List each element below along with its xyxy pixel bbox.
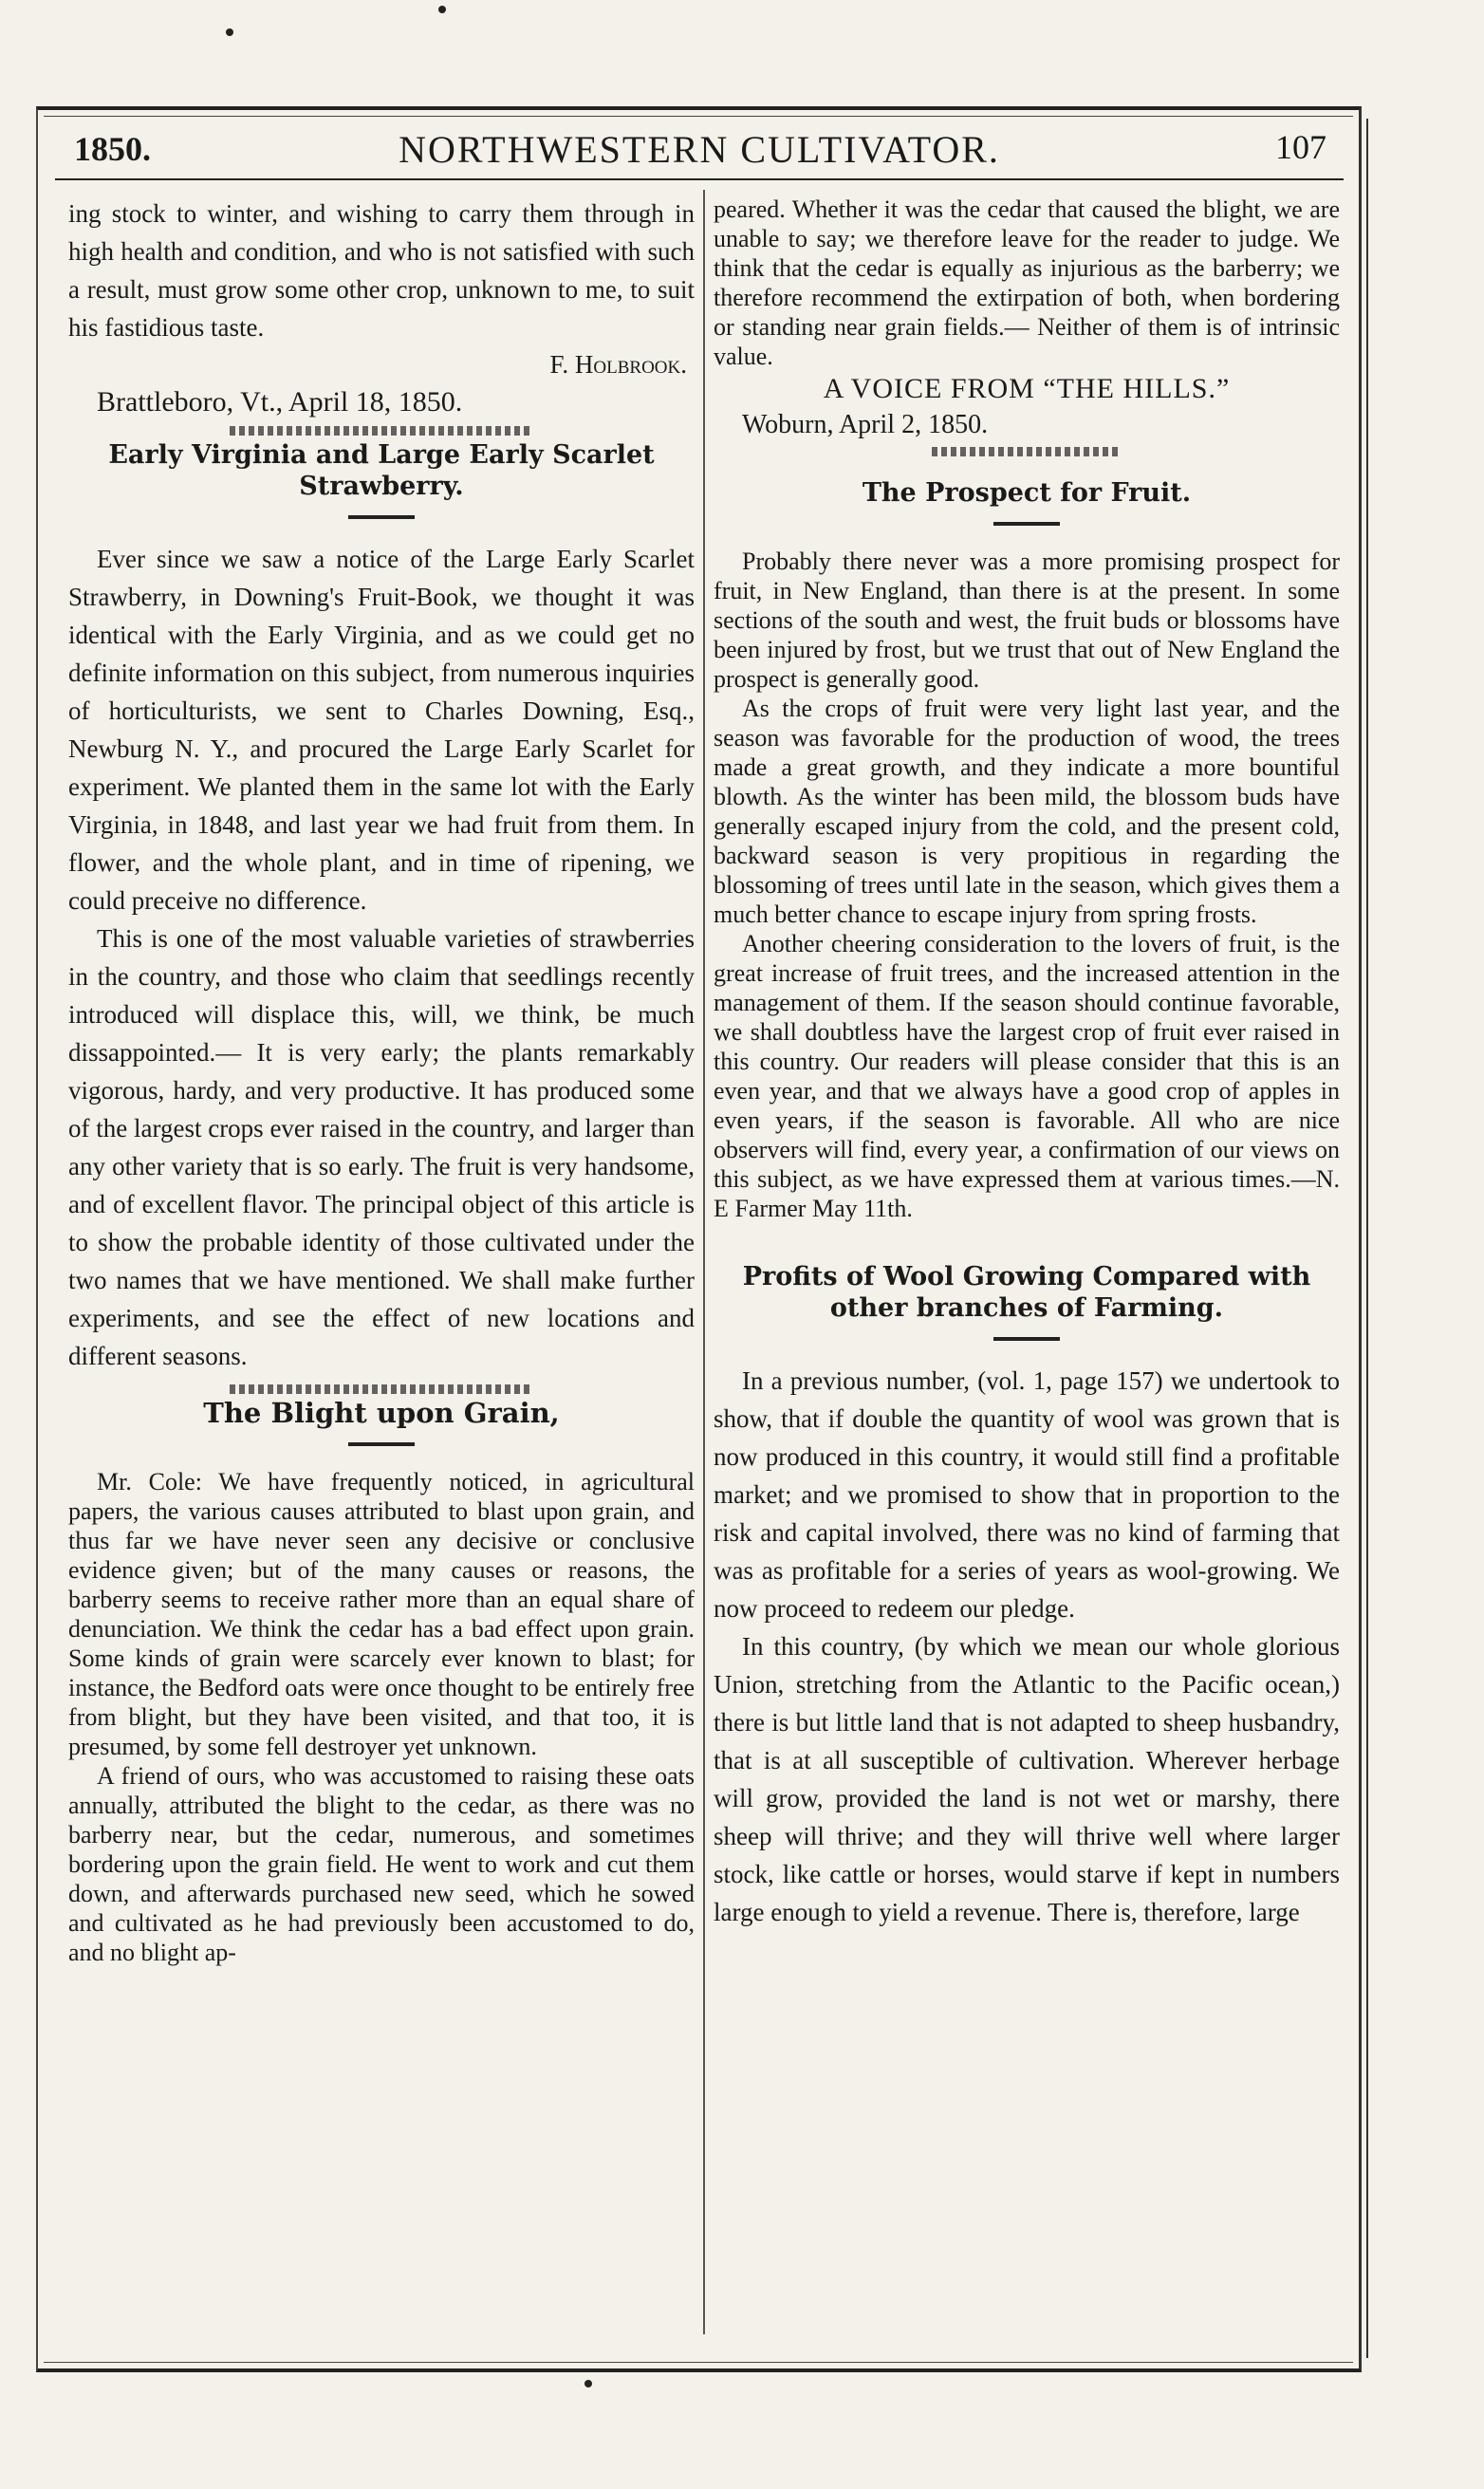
wool-paragraph: In a previous number, (vol. 1, page 157) we undertook to show, that if double the quantity of wool was grown that is now produced in this country, it would still find a profitable market; and we promised to show that in proportion to the risk and capital involved, there was no kind of farming that was as profitable for a series of years as wool-growing. We now proceed to redeem our pledge. bbox=[714, 1366, 1340, 1623]
title-rule bbox=[348, 515, 415, 519]
column-divider bbox=[703, 190, 705, 2334]
header-year: 1850. bbox=[74, 130, 151, 168]
right-column bbox=[714, 195, 1340, 2330]
wool-article-title: Profits of Wool Growing Compared with other branches of Farming. bbox=[742, 1262, 1311, 1323]
outer-rule bbox=[1366, 119, 1368, 2358]
speck bbox=[226, 28, 233, 36]
wavy-rule bbox=[230, 1384, 533, 1394]
fruit-article-title: The Prospect for Fruit. bbox=[862, 478, 1192, 508]
blight-paragraph: Mr. Cole: We have frequently noticed, in agricultural papers, the various causes attributed to blast upon grain, and thus far we have never seen any decisive or conclusive evidence given; but of the many causes or reasons, the barberry seems to receive rather more than an equal share of denunciation. We think the cedar has a bad effect upon grain. Some kinds of grain were scarcely ever known to blast; for instance, the Bedford oats were once thought to be entirely free from blight, but they have been visited, and that too, it is presumed, by some fell destroyer yet unknown. bbox=[68, 1468, 695, 1760]
wool-paragraph: In this country, (by which we mean our whole glorious Union, stretching from the Atlantic to the Pacific ocean,) there is but little land that is not adapted to sheep husbandry, that is at all susceptible of cultivation. Wherever herbage will grow, provided the land is not wet or marshy, there sheep will thrive; and they will thrive well where larger stock, like cattle or horses, would starve if kept in numbers large enough to yield a revenue. There is, therefore, large bbox=[714, 1632, 1340, 1926]
strawberry-paragraph: This is one of the most valuable varieties of strawberries in the country, and those who claim that seedlings recently introduced will displace this, will, we think, be much dissappointed.— It is very early; the plants remarkably vigorous, hardy, and very productive. It has produced some of the largest crops ever raised in the country, and larger than any other variety that is so early. The fruit is very handsome, and of excellent flavor. The principal object of this article is to show the probable identity of those cultivated under the two names that we have mentioned. We shall make further experiments, and see the effect of new locations and different seasons. bbox=[68, 924, 695, 1370]
page-header bbox=[55, 121, 1344, 180]
blight-paragraph: A friend of ours, who was accustomed to raising these oats annually, attributed the blight to the cedar, as there was no barberry near, but the cedar, numerous, and sometimes bordering upon the grain field. He went to work and cut them down, and afterwards purchased new seed, which he sowed and cultivated as he had previously been accustomed to do, and no blight ap- bbox=[68, 1762, 695, 1966]
blight-continued-paragraph: peared. Whether it was the cedar that caused the blight, we are unable to say; we therefore leave for the reader to judge. We think that the cedar is equally as injurious as the barberry; we therefore recommend the extirpation of both, when bordering or standing near grain fields.— Neither of them is of intrinsic value. bbox=[714, 195, 1340, 370]
speck bbox=[584, 2380, 592, 2387]
blight-place-date: Woburn, April 2, 1850. bbox=[742, 410, 989, 439]
fruit-paragraph: Probably there never was a more promising prospect for fruit, in New England, than there is at the present. In some sections of the south and west, the fruit buds or blossoms have been injured by frost, but we trust that out of New England the prospect is generally good. bbox=[714, 548, 1340, 693]
blight-signature: A VOICE FROM “THE HILLS.” bbox=[823, 373, 1231, 404]
speck bbox=[438, 6, 446, 13]
fruit-paragraph: Another cheering consideration to the lovers of fruit, is the great increase of fruit trees, and the increased attention in the management of them. If the season should continue favorable, we shall doubtless have the largest crop of fruit ever raised in this country. Our readers will please consider that this is an even year, and that we always have a good crop of apples in even years, if the season is favorable. All who are nice observers will find, every year, a confirmation of our views on this subject, as we have expressed them at various times.—N. E Farmer May 11th. bbox=[714, 930, 1340, 1222]
intro-signature-line bbox=[68, 346, 695, 382]
header-title: NORTHWESTERN CULTIVATOR. bbox=[399, 128, 1000, 171]
wavy-rule bbox=[230, 426, 533, 436]
intro-signature: F. Holbrook. bbox=[549, 350, 687, 379]
intro-place-date: Brattleboro, Vt., April 18, 1850. bbox=[97, 386, 463, 418]
wavy-rule bbox=[932, 447, 1122, 456]
strawberry-paragraph: Ever since we saw a notice of the Large Early Scarlet Strawberry, in Downing's Fruit-Book, we thought it was identical with the Early Virginia, and as we could get no definite information on this subject, from numerous inquiries of horticulturists, we sent to Charles Downing, Esq., Newburg N. Y., and procured the Large Early Scarlet for experiment. We planted them in the same lot with the Early Virginia, in 1848, and last year we had fruit from them. In flower, and the whole plant, and in time of ripening, we could preceive no difference. bbox=[68, 545, 695, 915]
fruit-paragraph: As the crops of fruit were very light last year, and the season was favorable for the production of wood, the trees made a great growth, and they indicate a more bountiful blowth. As the winter has been mild, the blossom buds have generally escaped injury from the cold, and the present cold, backward season is very propitious in regarding the blossoming of trees until late in the season, which gives them a much better chance to escape injury from spring frosts. bbox=[714, 695, 1340, 928]
left-column bbox=[68, 195, 695, 2330]
page-number: 107 bbox=[1275, 128, 1326, 166]
title-rule bbox=[993, 522, 1060, 526]
intro-paragraph: ing stock to winter, and wishing to carry them through in high health and condition, and who is not satisfied with such a result, must grow some other crop, unknown to me, to suit his fastidious taste. bbox=[68, 199, 695, 342]
title-rule bbox=[348, 1442, 415, 1446]
title-rule bbox=[993, 1337, 1060, 1341]
blight-article-title: The Blight upon Grain, bbox=[203, 1397, 560, 1429]
strawberry-article-title: Early Virginia and Large Early Scarlet Strawberry. bbox=[108, 440, 655, 501]
